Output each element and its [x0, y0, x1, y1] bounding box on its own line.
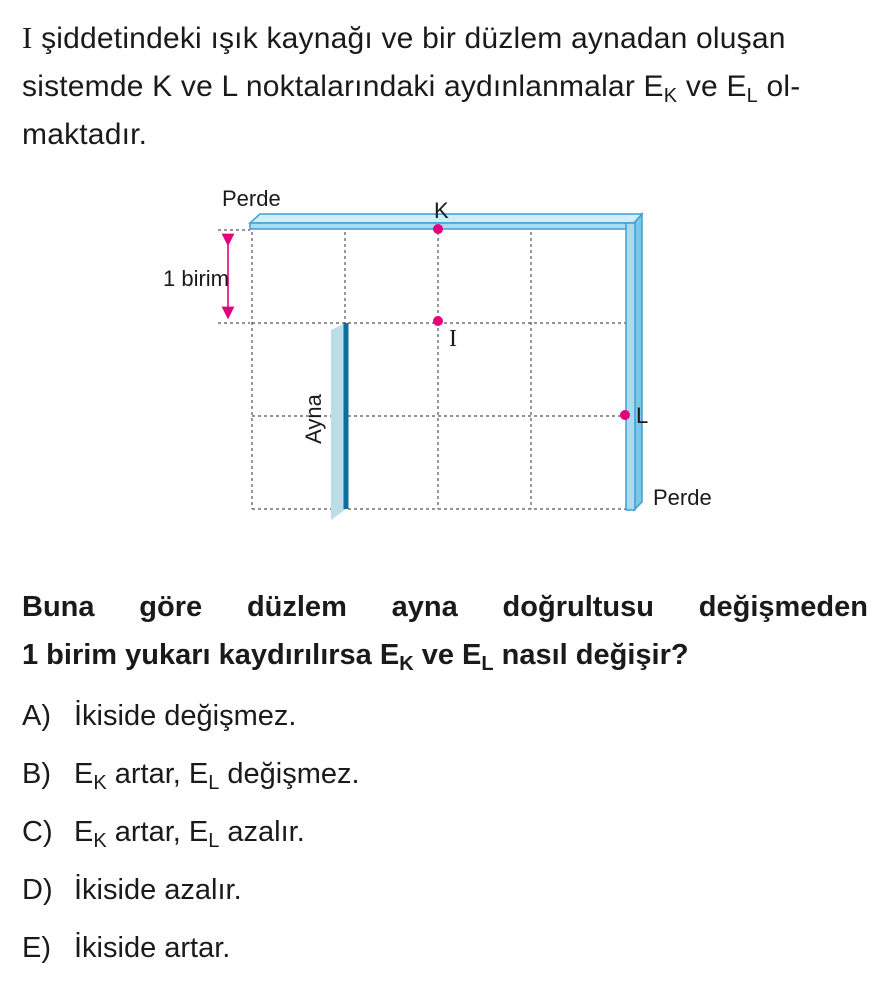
option-d[interactable]	[22, 874, 242, 907]
option-c-letter: C)	[22, 816, 53, 848]
point-k-label: K	[434, 198, 449, 223]
source-symbol: I	[22, 20, 33, 55]
option-d-text: İkiside azalır.	[74, 874, 242, 906]
point-l-label: L	[636, 403, 649, 428]
unit-label: 1 birim	[163, 266, 230, 291]
option-c-end: azalır.	[219, 816, 305, 848]
option-d-letter: D)	[22, 874, 53, 906]
statement-line-2	[22, 63, 872, 111]
option-c-sub1: K	[93, 830, 107, 852]
mirror	[331, 323, 346, 520]
option-b[interactable]	[22, 758, 360, 794]
statement-text-1: şiddetindeki ışık kaynağı ve bir düzlem aynadan oluşan	[32, 22, 786, 55]
question-subscript-k: K	[399, 653, 414, 675]
option-b-sub1: K	[93, 772, 107, 794]
question-subscript-l: L	[481, 653, 494, 675]
option-a-text: İkiside değişmez.	[74, 700, 297, 732]
statement-text-2c: ol-	[758, 70, 801, 103]
option-c-mid: artar, E	[106, 816, 209, 848]
option-a[interactable]	[22, 700, 296, 733]
statement-text-2b: ve E	[677, 70, 747, 103]
option-b-letter: B)	[22, 758, 51, 790]
mirror-label: Ayna	[300, 394, 326, 444]
problem-statement	[22, 14, 872, 159]
option-e[interactable]	[22, 932, 230, 965]
option-c-sub2: L	[208, 830, 220, 852]
statement-text-2a: sistemde K ve L noktalarındaki aydınlanmalar E	[22, 70, 664, 103]
question-text	[22, 583, 868, 679]
option-e-text: İkiside artar.	[74, 932, 231, 964]
right-screen	[626, 214, 642, 510]
point-l-dot	[620, 410, 630, 420]
option-b-e1: E	[74, 758, 94, 790]
option-a-letter: A)	[22, 700, 51, 732]
question-line-2	[22, 631, 868, 679]
subscript-k: K	[663, 85, 678, 107]
light-source-dot	[433, 316, 443, 326]
question-text-2a: 1 birim yukarı kaydırılırsa E	[22, 639, 400, 671]
option-c[interactable]	[22, 816, 305, 852]
question-text-2c: nasıl değişir?	[493, 639, 689, 671]
statement-line-3: maktadır.	[22, 118, 148, 151]
grid-lines	[218, 230, 626, 509]
light-source-label: I	[449, 326, 457, 352]
option-e-letter: E)	[22, 932, 51, 964]
right-screen-label: Perde	[653, 485, 712, 510]
option-b-end: değişmez.	[219, 758, 360, 790]
question-text-2b: ve E	[413, 639, 482, 671]
question-line-1: Buna göre düzlem ayna doğrultusu değişmeden	[22, 591, 868, 623]
option-b-sub2: L	[208, 772, 220, 794]
top-screen-label: Perde	[222, 186, 281, 211]
point-k-dot	[433, 224, 443, 234]
option-c-e1: E	[74, 816, 94, 848]
statement-line-1	[22, 14, 872, 63]
optics-diagram	[150, 180, 750, 540]
subscript-l: L	[746, 85, 758, 107]
option-b-mid: artar, E	[106, 758, 209, 790]
